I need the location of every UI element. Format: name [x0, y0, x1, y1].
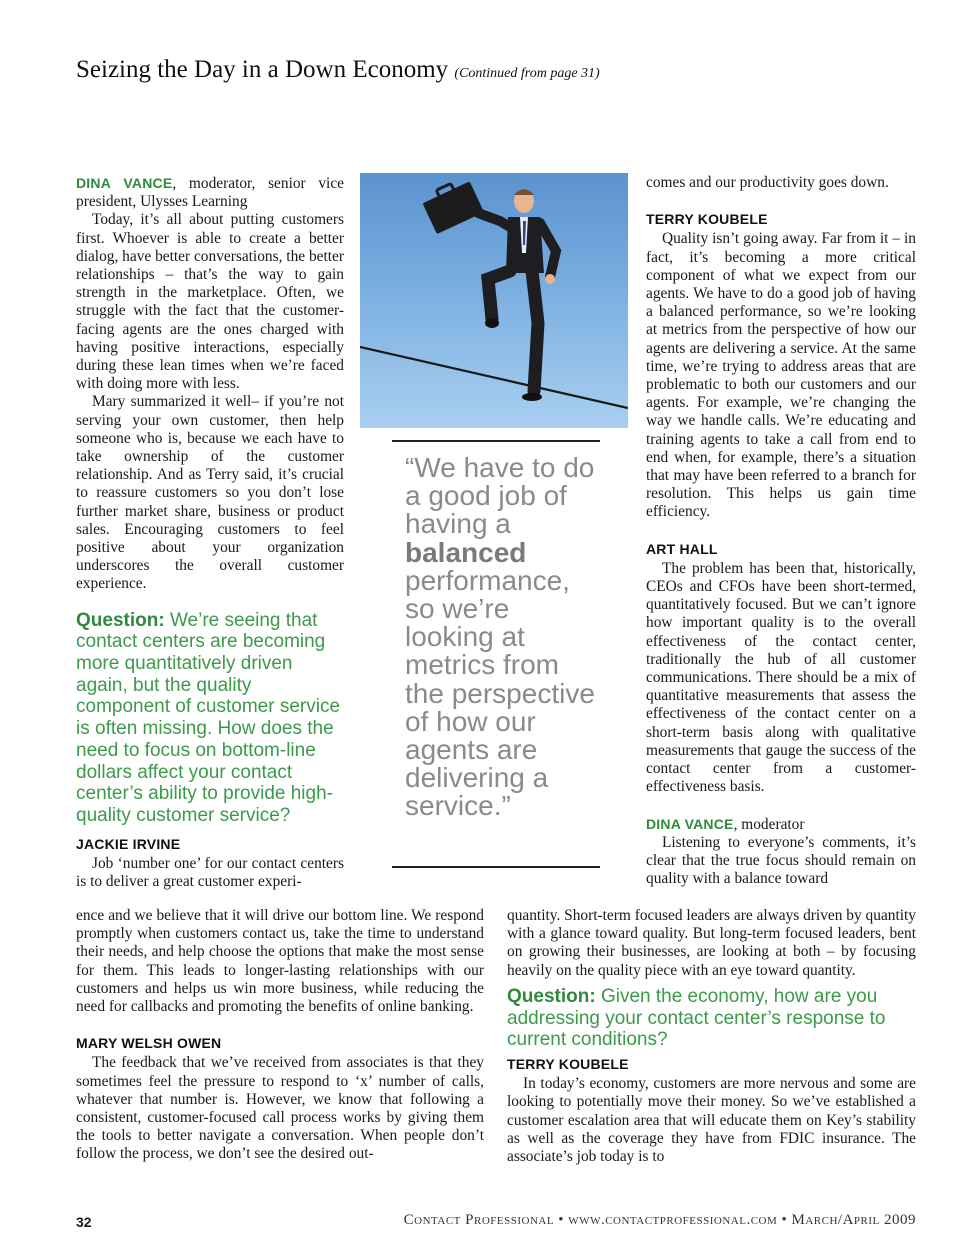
- question-block: [76, 610, 344, 827]
- speaker-name: DINA VANCE: [646, 815, 734, 832]
- paragraph: In today’s economy, customers are more nervous and some are looking to potentially move their money. So we’ve established a customer escalation area that will educate them on Key’s stability as well as the coverage they have from FDIC insurance. The associate’s job today is to: [507, 1075, 916, 1165]
- page-footer: [76, 1212, 916, 1234]
- question-label: Question:: [76, 609, 165, 631]
- pull-quote-part: performance, so we’re looking at metrics from the perspective of how our agents are delivering a service.”: [405, 564, 595, 822]
- pull-quote-part: “We have to do a good job of having a: [405, 452, 595, 540]
- paragraph: ence and we believe that it will drive our bottom line. We respond promptly when customers contact us, take the time to understand their needs, and help choose the options that make the most sense for them. This leads to longer-lasting relationships with our customers and helps us win more business, while reducing the need for callbacks and promoting the benefits of online banking.: [76, 907, 484, 1016]
- speaker-intro: [646, 815, 916, 834]
- question-block: [507, 986, 916, 1051]
- paragraph: Listening to everyone’s comments, it’s clear that the true focus should remain on quality with a balance toward: [646, 833, 916, 888]
- pull-quote-emphasis: balanced: [405, 536, 527, 568]
- page-number: 32: [76, 1214, 92, 1230]
- question-text: Given the economy, how are you addressing your contact center’s response to current conditions?: [507, 985, 886, 1051]
- paragraph: Job ‘number one’ for our contact centers is to deliver a great customer experi-: [76, 854, 344, 891]
- paragraph: The problem has been that, historically, CEOs and CFOs have been short-termed, quantitatively focused. But we can’t ignore how important quality is to the overall effectiveness of the contact center, traditionally the hub of all customer communications. There should be a mix of quantitative measurements that assess the effectiveness of the contact center on a short-term basis along with qualitative measurements that gauge the success of the contact center from a customer-effectiveness basis.: [646, 559, 916, 796]
- right-column: [646, 174, 916, 888]
- paragraph: comes and our productivity goes down.: [646, 174, 889, 191]
- speaker-name: ART HALL: [646, 540, 718, 557]
- question-label: Question:: [507, 985, 596, 1007]
- speaker-name: JACKIE IRVINE: [76, 835, 181, 852]
- paragraph: quantity. Short-term focused leaders are always driven by quantity with a glance toward quality. But long-term focused leaders, bent on growing their businesses, are looking at both – by focusing heavily on the quality piece with an eye toward quantity.: [507, 907, 916, 979]
- footer-text: Contact Professional • www.contactprofessional.com • March/April 2009: [403, 1212, 916, 1228]
- speaker-name: DINA VANCE: [76, 175, 173, 191]
- continued-note: (Continued from page 31): [454, 66, 600, 81]
- paragraph: The feedback that we’ve received from associates is that they sometimes feel the pressure to respond to ‘x’ number of calls, whatever that number is. However, we know that following a consistent, customer-focused call process works by giving them the tools to better navigate a conversation. When people don’t follow the process, we don’t see the desired out-: [76, 1054, 484, 1163]
- article-title-text: Seizing the Day in a Down Economy: [76, 56, 449, 83]
- article-title: [76, 56, 600, 84]
- tightrope-illustration: [360, 173, 628, 428]
- bottom-right-block: [507, 907, 916, 1166]
- speaker-name: TERRY KOUBELE: [646, 211, 768, 228]
- left-column: [76, 174, 344, 891]
- pull-quote: [392, 440, 600, 868]
- speaker-role: , moderator, senior vice president, Ulysses Learning: [76, 175, 344, 211]
- speaker-name: MARY WELSH OWEN: [76, 1035, 222, 1052]
- paragraph: Quality isn’t going away. Far from it – in fact, it’s becoming a more critical component of what we expect from our agents. We have to do a good job of having a balanced performance, so we’re looking at metrics from the perspective of how our agents are delivering a service. At the same time, we’re trying to address areas that are problematic to both our customers and our agents. For example, we’re changing the way we handle calls. We’re educating and training agents to take a call from end to end when, for example, there’s a situation that may have been referred to a branch for resolution. This helps us gain time efficiency.: [646, 230, 916, 521]
- speaker-intro: [76, 174, 344, 211]
- pull-quote-text: [405, 454, 605, 821]
- bottom-left-block: [76, 907, 484, 1164]
- paragraph: Mary summarized it well– if you’re not serving your own customer, then help someone who is, because we each have to take ownership of the customer relationship. And as Terry said, it’s crucial to reassure customers so you don’t lose further market share, business or product sales. Encouraging customers to feel positive about your organization underscores the overall customer experience.: [76, 393, 344, 593]
- paragraph: Today, it’s all about putting customers first. Whoever is able to create a better dialog, have better conversations, the better relationships – that’s the way to gain strength in the marketplace. Often, we struggle with the fact that the customer-facing agents are the ones charged with having positive interactions, especially during these lean times when we’re faced with doing more with less.: [76, 211, 344, 393]
- speaker-name: TERRY KOUBELE: [507, 1055, 629, 1072]
- tightrope-photo: [360, 173, 628, 428]
- question-text: We’re seeing that contact centers are becoming more quantitatively driven again, but the quality component of customer service is often missing. How does the need to focus on bottom-line dollars affect your contact center’s ability to provide high-quality customer service?: [76, 609, 341, 826]
- speaker-role: , moderator: [733, 815, 805, 833]
